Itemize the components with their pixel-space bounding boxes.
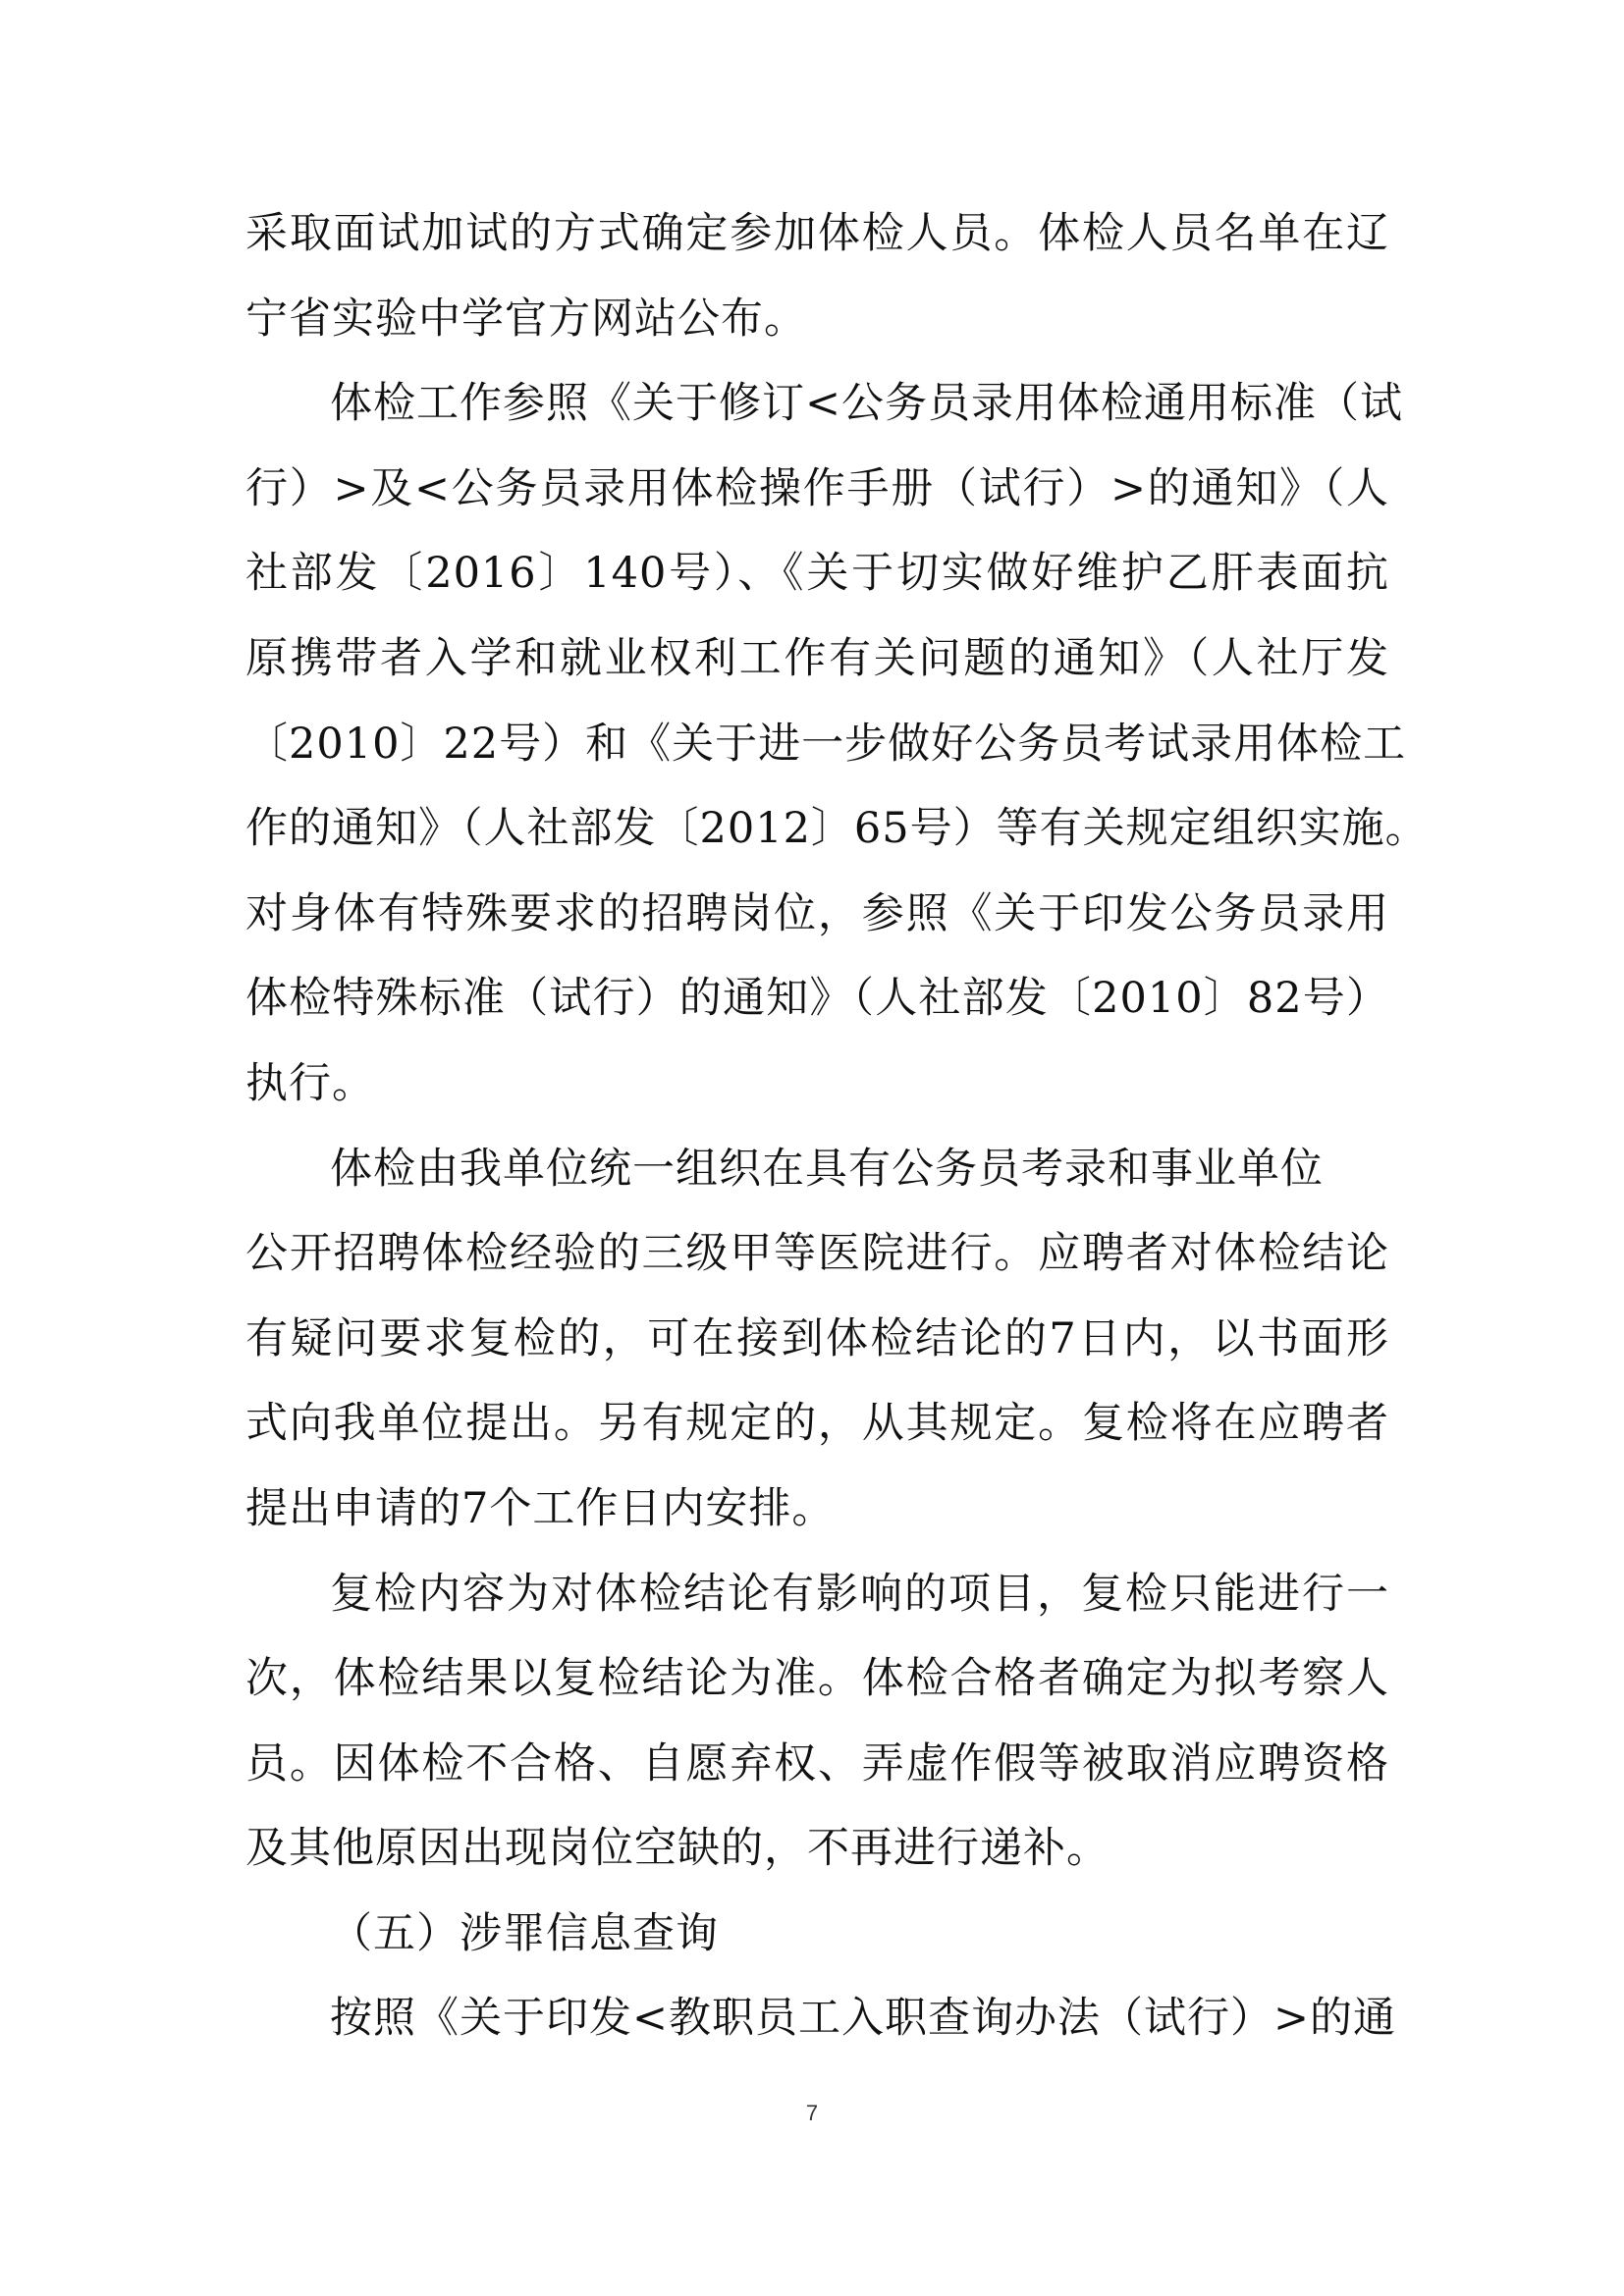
text-line: 公开招聘体检经验的三级甲等医院进行。应聘者对体检结论 — [245, 1229, 1389, 1279]
text-line: 及其他原因出现岗位空缺的，不再进行递补。 — [245, 1824, 1110, 1874]
text-line: 作的通知》（人社部发〔2012〕65号）等有关规定组织实施。 — [245, 804, 1429, 854]
text-line: 体检特殊标准（试行）的通知》（人社部发〔2010〕82号） — [245, 974, 1389, 1024]
text-line: 对身体有特殊要求的招聘岗位，参照《关于印发公务员录用 — [245, 888, 1389, 938]
text-line: 采取面试加试的方式确定参加体检人员。体检人员名单在辽 — [245, 209, 1389, 258]
text-line: 式向我单位提出。另有规定的，从其规定。复检将在应聘者 — [245, 1399, 1389, 1449]
page-number: 7 — [805, 2101, 819, 2125]
text-line: 体检由我单位统一组织在具有公务员考录和事业单位 — [330, 1144, 1324, 1194]
paragraph — [245, 1127, 1389, 1552]
text-line: 社部发〔2016〕140号）、《关于切实做好维护乙肝表面抗 — [245, 549, 1389, 599]
text-line: 〔2010〕22号）和《关于进一步做好公务员考试录用体检工 — [245, 719, 1407, 769]
section-heading — [245, 1892, 1389, 1977]
text-line: 行）>及<公务员录用体检操作手册（试行）>的通知》（人 — [245, 463, 1389, 513]
text-line: 次，体检结果以复检结论为准。体检合格者确定为拟考察人 — [245, 1654, 1389, 1704]
text-line: 提出申请的7个工作日内安排。 — [245, 1483, 836, 1533]
paragraph — [245, 361, 1429, 1126]
paragraph — [245, 1552, 1389, 1892]
text-line: 复检内容为对体检结论有影响的项目，复检只能进行一 — [330, 1569, 1389, 1619]
paragraph — [245, 191, 1389, 361]
text-line: 体检工作参照《关于修订<公务员录用体检通用标准（试 — [330, 379, 1404, 429]
document-body — [245, 191, 1429, 2061]
text-line: 按照《关于印发<教职员工入职查询办法（试行）>的通 — [330, 1994, 1397, 2044]
paragraph — [245, 1976, 1397, 2061]
text-line: 宁省实验中学官方网站公布。 — [245, 294, 807, 344]
text-line: 有疑问要求复检的，可在接到体检结论的7日内，以书面形 — [245, 1313, 1389, 1363]
text-line: 原携带者入学和就业权利工作有关问题的通知》（人社厅发 — [245, 633, 1389, 683]
text-line: 员。因体检不合格、自愿弃权、弄虚作假等被取消应聘资格 — [245, 1738, 1389, 1789]
text-line: （五）涉罪信息查询 — [330, 1908, 719, 1958]
text-line: 执行。 — [245, 1058, 375, 1108]
